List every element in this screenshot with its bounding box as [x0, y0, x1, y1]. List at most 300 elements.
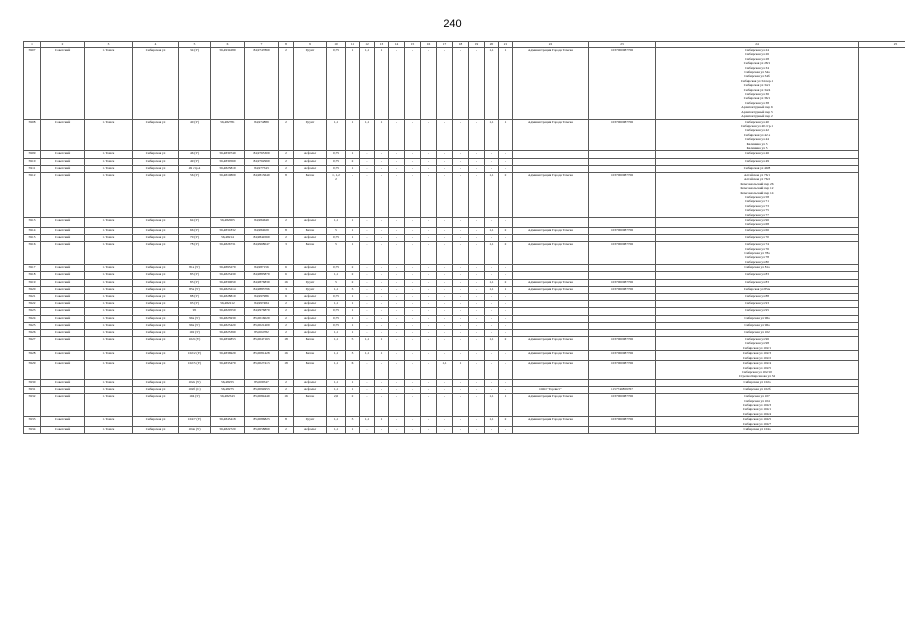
- table-cell: -: [421, 337, 437, 351]
- table-cell: 56,482212: [211, 301, 245, 308]
- table-cell: 56,4834853: [211, 337, 245, 351]
- table-cell: -: [405, 265, 421, 272]
- table-cell: 102a (У): [179, 379, 211, 386]
- table-cell: -: [421, 426, 437, 433]
- table-cell: -: [469, 48, 485, 120]
- table-cell: [589, 426, 656, 433]
- table-cell: Сибирская ул 95: [656, 308, 859, 315]
- table-cell: -: [453, 426, 469, 433]
- table-cell: г. Томск: [85, 227, 133, 234]
- table-cell: -: [469, 158, 485, 165]
- table-cell: 1: [346, 242, 360, 265]
- table-cell: -: [405, 279, 421, 286]
- table-cell: 84,9844569: [245, 234, 279, 241]
- table-cell: -: [453, 227, 469, 234]
- column-header: 17: [437, 42, 453, 48]
- table-cell: 5934: [24, 426, 41, 433]
- table-cell: [589, 322, 656, 329]
- table-cell: -: [453, 293, 469, 300]
- table-cell: Сибирская ул: [133, 322, 179, 329]
- table-cell: 2: [499, 172, 513, 217]
- table-cell: 2: [279, 151, 294, 158]
- table-cell: [513, 308, 589, 315]
- table-cell: Сибирская ул: [133, 272, 179, 279]
- table-cell: 1: [346, 379, 360, 386]
- table-cell: Алтайская ул 76/1 Алтайская ул 76/2 Комсомольский пер 26 Комсомольский пер 12 Комсомольский пер 14 Сибирская ул 58 Сибирская ул 71 Сибирская ул 73 Сибирская ул 75 Сибирская ул 77: [656, 172, 859, 217]
- table-cell: [589, 158, 656, 165]
- table-cell: -: [485, 217, 499, 227]
- table-cell: -: [360, 301, 375, 308]
- table-cell: 5911: [24, 165, 41, 172]
- table-cell: 66 (У): [179, 227, 211, 234]
- table-cell: -: [499, 315, 513, 322]
- table-cell: -: [499, 301, 513, 308]
- table-cell: Сибирская ул 96 Сибирская ул 68: [656, 217, 859, 227]
- table-cell: -: [375, 286, 389, 293]
- table-cell: 96a (У): [179, 322, 211, 329]
- column-header: 22: [513, 42, 589, 48]
- table-cell: Сибирская ул: [133, 329, 179, 336]
- table-cell: -: [375, 293, 389, 300]
- table-cell: -: [469, 119, 485, 151]
- table-cell: Администрация Города Томска: [513, 279, 589, 286]
- table-cell: Советский: [41, 165, 85, 172]
- table-cell: 1,1: [485, 242, 499, 265]
- table-cell: -: [360, 158, 375, 165]
- table-cell: [513, 329, 589, 336]
- table-cell: 1: [346, 293, 360, 300]
- table-row: [24, 279, 905, 286]
- table-cell: -: [453, 119, 469, 151]
- table-cell: 1: [375, 48, 389, 120]
- table-cell: 84,9876839: [245, 279, 279, 286]
- table-cell: -: [437, 265, 453, 272]
- table-cell: Советский: [41, 151, 85, 158]
- table-cell: [513, 265, 589, 272]
- table-cell: 1: [346, 119, 360, 151]
- table-cell: -: [453, 279, 469, 286]
- table-row: [24, 172, 905, 217]
- table-cell: [513, 272, 589, 279]
- table-cell: Сибирская ул: [133, 286, 179, 293]
- table-cell: 5921: [24, 293, 41, 300]
- table-cell: Сибирская ул 102: [656, 329, 859, 336]
- table-cell: 84,9883879: [245, 272, 279, 279]
- column-header: 3: [85, 42, 133, 48]
- table-cell: -: [389, 337, 405, 351]
- table-cell: Сибирская ул: [133, 301, 179, 308]
- table-cell: -: [360, 272, 375, 279]
- table-cell: 2,6: [327, 394, 346, 417]
- table-row: [24, 48, 905, 120]
- table-cell: г. Томск: [85, 165, 133, 172]
- table-cell: Сибирская ул: [133, 151, 179, 158]
- table-row: [24, 361, 905, 380]
- column-header: 7: [245, 42, 279, 48]
- table-cell: 1,1: [360, 351, 375, 361]
- table-cell: -: [453, 272, 469, 279]
- table-cell: -: [405, 227, 421, 234]
- table-cell: Советский: [41, 417, 85, 427]
- table-cell: -: [499, 158, 513, 165]
- table-cell: 81a (У): [179, 265, 211, 272]
- table-cell: -: [389, 265, 405, 272]
- table-cell: -: [421, 272, 437, 279]
- table-cell: 3: [346, 417, 360, 427]
- table-cell: 102 (У): [179, 329, 211, 336]
- table-cell: Администрация Города Томска: [513, 286, 589, 293]
- table-cell: -: [421, 158, 437, 165]
- table-cell: Асфальт: [294, 158, 327, 165]
- table-cell: 83 (У): [179, 279, 211, 286]
- table-cell: -: [375, 426, 389, 433]
- table-cell: 1,1: [327, 386, 346, 393]
- table-cell: [589, 315, 656, 322]
- table-cell: -: [453, 394, 469, 417]
- table-cell: 84,977543: [245, 165, 279, 172]
- table-cell: Асфальт: [294, 165, 327, 172]
- table-cell: 1: [499, 48, 513, 120]
- table-cell: -: [421, 293, 437, 300]
- table-row: [24, 308, 905, 315]
- table-cell: 1037000087706: [589, 361, 656, 380]
- table-cell: -: [389, 165, 405, 172]
- table-cell: -: [437, 242, 453, 265]
- table-cell: 85,0027413: [245, 361, 279, 380]
- table-cell: Грунт: [294, 286, 327, 293]
- table-cell: Сибирская ул 107 Сибирская ул 104 Сибирская ул 104/3 Сибирская ул 104/1 Сибирская ул 104/4: [656, 394, 859, 417]
- table-cell: -: [421, 227, 437, 234]
- table-cell: 1037000087706: [589, 119, 656, 151]
- table-cell: 56,4823214: [211, 286, 245, 293]
- table-cell: -: [499, 322, 513, 329]
- table-cell: Сибирская ул: [133, 426, 179, 433]
- table-cell: 1,1: [485, 394, 499, 417]
- table-cell: 56,48214: [211, 234, 245, 241]
- table-cell: 83 (У): [179, 272, 211, 279]
- table-cell: 84,984649: [245, 217, 279, 227]
- table-row: [24, 329, 905, 336]
- table-cell: Сибирская ул 83: [656, 272, 859, 279]
- table-cell: -: [421, 265, 437, 272]
- table-cell: г. Томск: [85, 172, 133, 217]
- table-cell: 5909: [24, 151, 41, 158]
- table-cell: -: [389, 329, 405, 336]
- table-cell: Асфальт: [294, 272, 327, 279]
- table-cell: 5930: [24, 379, 41, 386]
- table-cell: Советский: [41, 379, 85, 386]
- table-cell: [513, 165, 589, 172]
- table-cell: г. Томск: [85, 286, 133, 293]
- table-cell: -: [469, 293, 485, 300]
- table-cell: Асфальт: [294, 265, 327, 272]
- table-cell: Грунт: [294, 279, 327, 286]
- table-cell: -: [499, 351, 513, 361]
- table-cell: 6: [346, 361, 360, 380]
- table-cell: 56,48255: [211, 379, 245, 386]
- table-cell: 56,4833479: [211, 361, 245, 380]
- table-cell: -: [389, 279, 405, 286]
- table-cell: 1,1: [485, 172, 499, 217]
- table-cell: 1037000087706: [589, 279, 656, 286]
- table-cell: Асфальт: [294, 329, 327, 336]
- table-cell: 56,4836929: [211, 351, 245, 361]
- table-cell: Администрация Города Томска: [513, 227, 589, 234]
- table-cell: [513, 158, 589, 165]
- table-cell: Асфальт: [294, 234, 327, 241]
- table-cell: -: [453, 308, 469, 315]
- table-cell: -: [469, 234, 485, 241]
- table-cell: -: [389, 394, 405, 417]
- table-cell: г. Томск: [85, 234, 133, 241]
- table-cell: 1: [375, 417, 389, 427]
- table-cell: [589, 265, 656, 272]
- table-cell: Администрация Города Томска: [513, 172, 589, 217]
- table-cell: -: [405, 286, 421, 293]
- table-cell: -: [360, 242, 375, 265]
- table-cell: Сибирская ул: [133, 165, 179, 172]
- table-cell: -: [437, 322, 453, 329]
- table-cell: -: [437, 165, 453, 172]
- table-cell: Бетон: [294, 394, 327, 417]
- table-cell: Бетон: [294, 351, 327, 361]
- table-cell: г. Томск: [85, 417, 133, 427]
- table-cell: -: [360, 386, 375, 393]
- column-header: 5: [179, 42, 211, 48]
- table-cell: -: [421, 286, 437, 293]
- table-row: [24, 386, 905, 393]
- table-cell: 96a (У): [179, 315, 211, 322]
- table-cell: 1,1: [327, 417, 346, 427]
- column-header: 18: [453, 42, 469, 48]
- column-header: 6: [211, 42, 245, 48]
- table-cell: Асфальт: [294, 426, 327, 433]
- table-cell: 85,0058869: [245, 426, 279, 433]
- table-cell: [589, 329, 656, 336]
- table-cell: Сибирская ул: [133, 293, 179, 300]
- table-cell: Сибирская ул 24 Сибирская ул 26 Сибирская ул 28 Сибирская ул 28/1 Сибирская ул 34 Сибирская ул 34а Сибирская ул 34б Сибирская ул 34 пер.1 Сибирская ул 34/1 Сибирская ул 34/4 Сибирская ул 36 Сибирская ул 36/1 Сибирская ул 38 Архитектурный пер 6 Архитектурный пер 5 Архитектурный пер 2: [656, 48, 859, 120]
- table-cell: 5908: [24, 119, 41, 151]
- table-cell: -: [469, 151, 485, 158]
- table-cell: -: [421, 351, 437, 361]
- table-cell: [513, 315, 589, 322]
- table-cell: 1,1: [485, 48, 499, 120]
- table-cell: 5931: [24, 386, 41, 393]
- table-cell: г. Томск: [85, 158, 133, 165]
- table-row: [24, 227, 905, 234]
- table-cell: 2: [499, 417, 513, 427]
- table-cell: 1, 1,2 2: [327, 172, 346, 217]
- table-cell: 1,1: [327, 379, 346, 386]
- table-cell: г. Томск: [85, 48, 133, 120]
- table-cell: -: [469, 386, 485, 393]
- table-cell: 93 (У): [179, 301, 211, 308]
- table-cell: Сибирская ул 81a: [656, 265, 859, 272]
- table-cell: 104/7 (У): [179, 417, 211, 427]
- table-cell: -: [437, 172, 453, 217]
- table-cell: Бетон: [294, 242, 327, 265]
- table-cell: 85,0021409: [245, 322, 279, 329]
- table-cell: 5923: [24, 308, 41, 315]
- table-cell: 5926: [24, 329, 41, 336]
- table-cell: -: [469, 227, 485, 234]
- table-cell: 1,1: [327, 272, 346, 279]
- table-cell: Сибирская ул: [133, 386, 179, 393]
- table-cell: -: [437, 158, 453, 165]
- table-cell: 84,9762969: [245, 158, 279, 165]
- table-cell: 1: [453, 361, 469, 380]
- table-cell: 5916: [24, 242, 41, 265]
- table-cell: -: [421, 394, 437, 417]
- table-cell: 85,0081428: [245, 351, 279, 361]
- table-cell: Советский: [41, 279, 85, 286]
- table-cell: 56,4830569: [211, 158, 245, 165]
- table-cell: -: [499, 151, 513, 158]
- table-cell: -: [389, 234, 405, 241]
- table-cell: 70 (У): [179, 234, 211, 241]
- table-cell: 102б (С): [179, 386, 211, 393]
- column-header: 4: [133, 42, 179, 48]
- table-cell: Сибирская ул 66: [656, 227, 859, 234]
- table-cell: г. Томск: [85, 329, 133, 336]
- table-cell: -: [375, 272, 389, 279]
- table-cell: 2: [279, 308, 294, 315]
- table-cell: -: [437, 386, 453, 393]
- table-cell: [589, 151, 656, 158]
- table-cell: -: [453, 386, 469, 393]
- table-cell: 56,482543: [211, 394, 245, 417]
- table-cell: -: [437, 337, 453, 351]
- table-cell: 2: [279, 426, 294, 433]
- table-cell: -: [499, 293, 513, 300]
- table-cell: 2: [499, 337, 513, 351]
- table-cell: 1: [499, 394, 513, 417]
- table-cell: -: [469, 426, 485, 433]
- column-header: 11: [346, 42, 360, 48]
- table-cell: -: [421, 242, 437, 265]
- table-cell: -: [437, 394, 453, 417]
- table-cell: 1: [346, 151, 360, 158]
- table-cell: -: [453, 337, 469, 351]
- table-cell: 5910: [24, 158, 41, 165]
- table-cell: -: [421, 151, 437, 158]
- table-cell: 3: [279, 286, 294, 293]
- table-cell: 1,1: [327, 337, 346, 351]
- table-cell: 5929: [24, 361, 41, 380]
- table-cell: -: [437, 119, 453, 151]
- table-cell: 2: [346, 272, 360, 279]
- table-cell: 85a (У): [179, 286, 211, 293]
- table-cell: 3: [346, 351, 360, 361]
- table-cell: 1,1: [327, 217, 346, 227]
- table-cell: Советский: [41, 293, 85, 300]
- table-cell: г. Томск: [85, 265, 133, 272]
- table-cell: -: [405, 301, 421, 308]
- table-cell: 1037000087706: [589, 242, 656, 265]
- table-cell: 5928: [24, 351, 41, 361]
- table-cell: -: [485, 322, 499, 329]
- table-cell: 5925: [24, 322, 41, 329]
- table-row: [24, 315, 905, 322]
- table-cell: Асфальт: [294, 315, 327, 322]
- table-cell: г. Томск: [85, 361, 133, 380]
- table-cell: [513, 379, 589, 386]
- table-cell: 49 (У): [179, 158, 211, 165]
- table-cell: 1,1: [327, 286, 346, 293]
- table-cell: Советский: [41, 234, 85, 241]
- table-cell: -: [437, 234, 453, 241]
- table-cell: -: [405, 158, 421, 165]
- table-cell: 2: [279, 379, 294, 386]
- table-cell: 2: [279, 165, 294, 172]
- table-cell: -: [360, 394, 375, 417]
- table-cell: 1037000087706: [589, 172, 656, 217]
- table-cell: -: [499, 272, 513, 279]
- table-cell: 0,75: [327, 158, 346, 165]
- table-cell: -: [360, 322, 375, 329]
- table-cell: Советский: [41, 172, 85, 217]
- table-cell: 5912: [24, 172, 41, 217]
- table-cell: -: [405, 151, 421, 158]
- column-header: 19: [469, 42, 485, 48]
- table-cell: Сибирская ул: [133, 265, 179, 272]
- table-cell: 5919: [24, 279, 41, 286]
- table-cell: 2: [279, 329, 294, 336]
- column-header: 23: [589, 42, 656, 48]
- table-cell: -: [375, 279, 389, 286]
- table-cell: 1,1: [360, 337, 375, 351]
- table-cell: -: [421, 119, 437, 151]
- table-cell: 104 (У): [179, 394, 211, 417]
- table-cell: 8: [279, 172, 294, 217]
- column-header: 25: [859, 42, 905, 48]
- table-cell: -: [360, 279, 375, 286]
- table-cell: -: [405, 351, 421, 361]
- table-cell: -: [360, 426, 375, 433]
- table-cell: -: [405, 172, 421, 217]
- table-cell: 1,1: [360, 417, 375, 427]
- table-cell: 2: [346, 265, 360, 272]
- table-cell: 16: [279, 279, 294, 286]
- table-cell: Советский: [41, 158, 85, 165]
- table-cell: -: [485, 293, 499, 300]
- table-cell: -: [405, 361, 421, 380]
- table-cell: Сибирская ул 102/3 Сибирская ул 102/2: [656, 351, 859, 361]
- table-cell: 5: [327, 242, 346, 265]
- table-cell: -: [499, 361, 513, 380]
- table-cell: 1,1: [437, 361, 453, 380]
- table-cell: 84,974889: [245, 119, 279, 151]
- table-cell: -: [389, 286, 405, 293]
- table-cell: 1: [346, 315, 360, 322]
- table-cell: -: [405, 165, 421, 172]
- table-cell: -: [405, 217, 421, 227]
- table-cell: -: [421, 417, 437, 427]
- table-cell: Сибирская ул: [133, 308, 179, 315]
- table-cell: Сибирская ул 96 Сибирская ул 98 Сибирская ул 102/1: [656, 337, 859, 351]
- table-cell: 2: [279, 234, 294, 241]
- table-cell: -: [389, 172, 405, 217]
- table-cell: Советский: [41, 308, 85, 315]
- table-cell: Советский: [41, 426, 85, 433]
- table-cell: Советский: [41, 351, 85, 361]
- table-cell: -: [421, 217, 437, 227]
- table-cell: 46 (У): [179, 151, 211, 158]
- column-header: 16: [421, 42, 437, 48]
- table-cell: -: [389, 242, 405, 265]
- table-cell: г. Томск: [85, 351, 133, 361]
- table-cell: -: [469, 301, 485, 308]
